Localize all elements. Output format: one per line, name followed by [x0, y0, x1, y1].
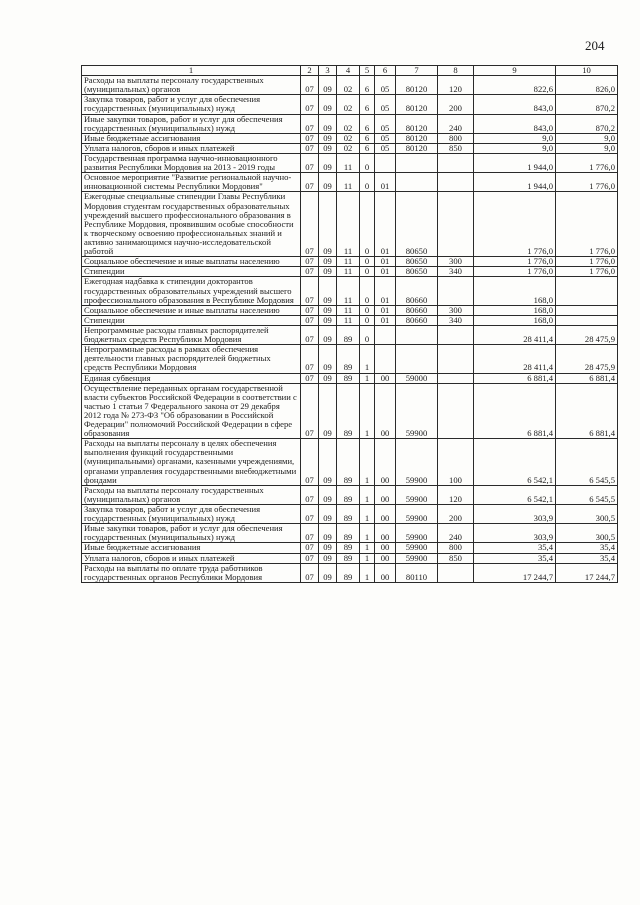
subprogram-cell: 0 [360, 315, 375, 325]
program-cell: 02 [337, 95, 360, 114]
program-cell: 89 [337, 325, 360, 344]
subprogram-cell: 0 [360, 267, 375, 277]
amount-2018-cell: 168,0 [474, 305, 556, 315]
table-row [82, 439, 618, 486]
event-cell: 05 [375, 114, 396, 133]
direction-cell [396, 345, 438, 373]
expense-type-cell: 200 [438, 505, 474, 524]
program-cell: 89 [337, 553, 360, 563]
event-cell: 01 [375, 267, 396, 277]
subsection-cell: 09 [319, 373, 337, 383]
program-cell: 89 [337, 524, 360, 543]
event-cell: 05 [375, 143, 396, 153]
amount-2019-cell: 6 881,4 [556, 373, 618, 383]
program-cell: 89 [337, 543, 360, 553]
program-cell: 89 [337, 345, 360, 373]
expense-type-cell: 120 [438, 485, 474, 504]
subsection-cell: 09 [319, 95, 337, 114]
row-name-cell: Иные бюджетные ассигнования [82, 543, 301, 553]
section-cell: 07 [301, 543, 319, 553]
amount-2018-cell: 1 776,0 [474, 257, 556, 267]
header-cell: 10 [556, 66, 618, 76]
subprogram-cell: 0 [360, 153, 375, 172]
program-cell: 02 [337, 114, 360, 133]
expense-type-cell: 300 [438, 305, 474, 315]
subprogram-cell: 6 [360, 114, 375, 133]
row-name-cell: Расходы на выплаты по оплате труда работников государственных органов Республики Мордовия [82, 563, 301, 582]
event-cell: 01 [375, 277, 396, 305]
expense-type-cell: 100 [438, 439, 474, 486]
expense-type-cell [438, 325, 474, 344]
subprogram-cell: 1 [360, 345, 375, 373]
amount-2019-cell: 1 776,0 [556, 173, 618, 192]
amount-2019-cell: 35,4 [556, 543, 618, 553]
event-cell: 01 [375, 192, 396, 257]
subprogram-cell: 1 [360, 543, 375, 553]
expense-type-cell: 300 [438, 257, 474, 267]
section-cell: 07 [301, 325, 319, 344]
section-cell: 07 [301, 173, 319, 192]
subprogram-cell: 0 [360, 277, 375, 305]
direction-cell: 80650 [396, 192, 438, 257]
header-cell: 1 [82, 66, 301, 76]
section-cell: 07 [301, 133, 319, 143]
subprogram-cell: 6 [360, 133, 375, 143]
expense-type-cell [438, 373, 474, 383]
section-cell: 07 [301, 524, 319, 543]
subsection-cell: 09 [319, 153, 337, 172]
table-row [82, 315, 618, 325]
section-cell: 07 [301, 95, 319, 114]
expense-type-cell [438, 563, 474, 582]
direction-cell: 59900 [396, 383, 438, 439]
row-name-cell: Уплата налогов, сборов и иных платежей [82, 553, 301, 563]
section-cell: 07 [301, 383, 319, 439]
program-cell: 11 [337, 277, 360, 305]
program-cell: 11 [337, 192, 360, 257]
subsection-cell: 09 [319, 485, 337, 504]
row-name-cell: Иные бюджетные ассигнования [82, 133, 301, 143]
subsection-cell: 09 [319, 325, 337, 344]
table-row [82, 173, 618, 192]
amount-2019-cell [556, 305, 618, 315]
table-row [82, 325, 618, 344]
direction-cell: 59900 [396, 505, 438, 524]
table-row [82, 543, 618, 553]
event-cell: 00 [375, 383, 396, 439]
amount-2018-cell: 1 944,0 [474, 173, 556, 192]
row-name-cell: Основное мероприятие "Развитие региональной научно-инновационной системы Республики Мордовия" [82, 173, 301, 192]
row-name-cell: Расходы на выплаты персоналу государственных (муниципальных) органов [82, 485, 301, 504]
row-name-cell: Закупка товаров, работ и услуг для обеспечения государственных (муниципальных) нужд [82, 505, 301, 524]
event-cell: 00 [375, 543, 396, 553]
direction-cell: 80120 [396, 143, 438, 153]
subprogram-cell: 1 [360, 505, 375, 524]
subprogram-cell: 0 [360, 325, 375, 344]
subprogram-cell: 1 [360, 439, 375, 486]
expense-type-cell: 340 [438, 315, 474, 325]
header-cell: 6 [375, 66, 396, 76]
amount-2019-cell: 28 475,9 [556, 325, 618, 344]
expense-type-cell [438, 192, 474, 257]
direction-cell: 59000 [396, 373, 438, 383]
header-cell: 2 [301, 66, 319, 76]
subsection-cell: 09 [319, 114, 337, 133]
event-cell: 00 [375, 373, 396, 383]
direction-cell: 59900 [396, 439, 438, 486]
program-cell: 89 [337, 383, 360, 439]
row-name-cell: Закупка товаров, работ и услуг для обеспечения государственных (муниципальных) нужд [82, 95, 301, 114]
event-cell: 01 [375, 257, 396, 267]
section-cell: 07 [301, 439, 319, 486]
subsection-cell: 09 [319, 76, 337, 95]
row-name-cell: Единая субвенция [82, 373, 301, 383]
amount-2018-cell: 822,6 [474, 76, 556, 95]
subsection-cell: 09 [319, 133, 337, 143]
expense-type-cell: 800 [438, 133, 474, 143]
subsection-cell: 09 [319, 553, 337, 563]
section-cell: 07 [301, 485, 319, 504]
subsection-cell: 09 [319, 192, 337, 257]
direction-cell: 80650 [396, 267, 438, 277]
table-row [82, 505, 618, 524]
expense-type-cell [438, 153, 474, 172]
amount-2018-cell: 6 881,4 [474, 373, 556, 383]
table-row [82, 383, 618, 439]
expense-type-cell: 340 [438, 267, 474, 277]
table-row [82, 373, 618, 383]
direction-cell: 59900 [396, 485, 438, 504]
subsection-cell: 09 [319, 524, 337, 543]
budget-table [81, 65, 618, 583]
program-cell: 89 [337, 563, 360, 582]
event-cell: 00 [375, 505, 396, 524]
subprogram-cell: 1 [360, 373, 375, 383]
event-cell: 00 [375, 524, 396, 543]
amount-2018-cell: 843,0 [474, 95, 556, 114]
direction-cell: 80660 [396, 277, 438, 305]
event-cell [375, 345, 396, 373]
section-cell: 07 [301, 345, 319, 373]
table-row [82, 267, 618, 277]
amount-2018-cell: 843,0 [474, 114, 556, 133]
subprogram-cell: 6 [360, 143, 375, 153]
subprogram-cell: 0 [360, 192, 375, 257]
event-cell: 00 [375, 485, 396, 504]
table-row [82, 563, 618, 582]
direction-cell: 80120 [396, 76, 438, 95]
direction-cell: 59900 [396, 543, 438, 553]
table-row [82, 553, 618, 563]
table-row [82, 524, 618, 543]
amount-2019-cell: 826,0 [556, 76, 618, 95]
subsection-cell: 09 [319, 267, 337, 277]
section-cell: 07 [301, 305, 319, 315]
row-name-cell: Социальное обеспечение и иные выплаты населению [82, 257, 301, 267]
section-cell: 07 [301, 257, 319, 267]
amount-2019-cell: 870,2 [556, 114, 618, 133]
subsection-cell: 09 [319, 563, 337, 582]
section-cell: 07 [301, 192, 319, 257]
program-cell: 11 [337, 315, 360, 325]
subsection-cell: 09 [319, 257, 337, 267]
program-cell: 89 [337, 485, 360, 504]
subprogram-cell: 1 [360, 383, 375, 439]
header-cell: 5 [360, 66, 375, 76]
amount-2018-cell: 9,0 [474, 143, 556, 153]
section-cell: 07 [301, 153, 319, 172]
subprogram-cell: 0 [360, 173, 375, 192]
section-cell: 07 [301, 373, 319, 383]
expense-type-cell [438, 173, 474, 192]
amount-2019-cell: 6 545,5 [556, 485, 618, 504]
subsection-cell: 09 [319, 383, 337, 439]
section-cell: 07 [301, 277, 319, 305]
amount-2019-cell: 1 776,0 [556, 267, 618, 277]
program-cell: 02 [337, 143, 360, 153]
header-cell: 7 [396, 66, 438, 76]
program-cell: 02 [337, 76, 360, 95]
expense-type-cell [438, 277, 474, 305]
subsection-cell: 09 [319, 143, 337, 153]
amount-2019-cell: 28 475,9 [556, 345, 618, 373]
direction-cell: 80660 [396, 305, 438, 315]
program-cell: 89 [337, 505, 360, 524]
expense-type-cell: 850 [438, 553, 474, 563]
row-name-cell: Осуществление переданных органам государственной власти субъектов Российской Федерации в соответствии с частью 1 статьи 7 Федерального закона от 29 декабря 2012 года № 273-ФЗ "Об образовании в Российской Федерации" полномочий Российской Федерации в сфере образования [82, 383, 301, 439]
table-row [82, 305, 618, 315]
event-cell [375, 153, 396, 172]
direction-cell [396, 153, 438, 172]
row-name-cell: Социальное обеспечение и иные выплаты населению [82, 305, 301, 315]
row-name-cell: Иные закупки товаров, работ и услуг для обеспечения государственных (муниципальных) нужд [82, 114, 301, 133]
amount-2018-cell: 35,4 [474, 553, 556, 563]
amount-2019-cell: 17 244,7 [556, 563, 618, 582]
row-name-cell: Государственная программа научно-инновационного развития Республики Мордовия на 2013 - 2019 годы [82, 153, 301, 172]
amount-2018-cell: 6 542,1 [474, 439, 556, 486]
program-cell: 11 [337, 257, 360, 267]
amount-2018-cell: 35,4 [474, 543, 556, 553]
direction-cell: 59900 [396, 553, 438, 563]
amount-2018-cell: 17 244,7 [474, 563, 556, 582]
direction-cell: 80120 [396, 114, 438, 133]
table-row [82, 76, 618, 95]
program-cell: 11 [337, 153, 360, 172]
event-cell: 01 [375, 315, 396, 325]
amount-2018-cell: 168,0 [474, 277, 556, 305]
row-name-cell: Расходы на выплаты персоналу в целях обеспечения выполнения функций государственными (муниципальными) органами, казенными учреждениями, органами управления государственными внебюджетными фондами [82, 439, 301, 486]
expense-type-cell: 120 [438, 76, 474, 95]
row-name-cell: Ежегодная надбавка к стипендии докторантов государственных образовательных учреждений высшего профессионального образования в Республике Мордовия [82, 277, 301, 305]
expense-type-cell: 240 [438, 114, 474, 133]
amount-2018-cell: 1 776,0 [474, 267, 556, 277]
amount-2018-cell: 6 542,1 [474, 485, 556, 504]
direction-cell [396, 325, 438, 344]
event-cell: 05 [375, 95, 396, 114]
amount-2018-cell: 1 944,0 [474, 153, 556, 172]
amount-2019-cell: 6 545,5 [556, 439, 618, 486]
section-cell: 07 [301, 114, 319, 133]
program-cell: 11 [337, 267, 360, 277]
subprogram-cell: 6 [360, 95, 375, 114]
section-cell: 07 [301, 553, 319, 563]
table-row [82, 345, 618, 373]
header-cell: 3 [319, 66, 337, 76]
event-cell [375, 325, 396, 344]
amount-2018-cell: 168,0 [474, 315, 556, 325]
program-cell: 11 [337, 305, 360, 315]
subsection-cell: 09 [319, 315, 337, 325]
subprogram-cell: 6 [360, 76, 375, 95]
amount-2019-cell: 9,0 [556, 143, 618, 153]
program-cell: 89 [337, 373, 360, 383]
direction-cell [396, 173, 438, 192]
table-row [82, 153, 618, 172]
event-cell: 05 [375, 133, 396, 143]
direction-cell: 59900 [396, 524, 438, 543]
subprogram-cell: 0 [360, 305, 375, 315]
row-name-cell: Ежегодные специальные стипендии Главы Республики Мордовия студентам государственных образовательных учреждений высшего профессионального образования в Республике Мордовия, проявившим особые способности к творческому освоению профессиональных знаний и активно занимающимся научно-исследовательской работой [82, 192, 301, 257]
amount-2019-cell: 870,2 [556, 95, 618, 114]
subsection-cell: 09 [319, 439, 337, 486]
amount-2018-cell: 303,9 [474, 505, 556, 524]
amount-2019-cell: 6 881,4 [556, 383, 618, 439]
subsection-cell: 09 [319, 543, 337, 553]
direction-cell: 80650 [396, 257, 438, 267]
row-name-cell: Стипендии [82, 315, 301, 325]
table-row [82, 143, 618, 153]
page-number: 204 [585, 38, 605, 53]
expense-type-cell: 800 [438, 543, 474, 553]
amount-2018-cell: 9,0 [474, 133, 556, 143]
event-cell: 00 [375, 563, 396, 582]
header-row [82, 66, 618, 76]
table-row [82, 277, 618, 305]
row-name-cell: Стипендии [82, 267, 301, 277]
amount-2019-cell: 1 776,0 [556, 257, 618, 267]
section-cell: 07 [301, 563, 319, 582]
table-row [82, 133, 618, 143]
amount-2019-cell: 300,5 [556, 524, 618, 543]
program-cell: 89 [337, 439, 360, 486]
amount-2019-cell: 1 776,0 [556, 192, 618, 257]
subsection-cell: 09 [319, 345, 337, 373]
subsection-cell: 09 [319, 173, 337, 192]
program-cell: 11 [337, 173, 360, 192]
event-cell: 00 [375, 439, 396, 486]
table-row [82, 114, 618, 133]
event-cell: 01 [375, 173, 396, 192]
section-cell: 07 [301, 505, 319, 524]
row-name-cell: Непрограммные расходы в рамках обеспечения деятельности главных распорядителей бюджетных средств Республики Мордовия [82, 345, 301, 373]
subsection-cell: 09 [319, 305, 337, 315]
table-row [82, 485, 618, 504]
table-row [82, 192, 618, 257]
amount-2019-cell [556, 315, 618, 325]
subsection-cell: 09 [319, 277, 337, 305]
subprogram-cell: 1 [360, 553, 375, 563]
table-row [82, 95, 618, 114]
expense-type-cell: 200 [438, 95, 474, 114]
direction-cell: 80120 [396, 95, 438, 114]
direction-cell: 80110 [396, 563, 438, 582]
subprogram-cell: 1 [360, 563, 375, 582]
amount-2018-cell: 28 411,4 [474, 345, 556, 373]
direction-cell: 80120 [396, 133, 438, 143]
amount-2019-cell: 300,5 [556, 505, 618, 524]
section-cell: 07 [301, 267, 319, 277]
table-row [82, 257, 618, 267]
amount-2018-cell: 1 776,0 [474, 192, 556, 257]
header-cell: 9 [474, 66, 556, 76]
subsection-cell: 09 [319, 505, 337, 524]
subprogram-cell: 0 [360, 257, 375, 267]
expense-type-cell: 850 [438, 143, 474, 153]
section-cell: 07 [301, 315, 319, 325]
header-cell: 8 [438, 66, 474, 76]
amount-2019-cell: 35,4 [556, 553, 618, 563]
expense-type-cell [438, 383, 474, 439]
amount-2018-cell: 303,9 [474, 524, 556, 543]
program-cell: 02 [337, 133, 360, 143]
header-cell: 4 [337, 66, 360, 76]
row-name-cell: Расходы на выплаты персоналу государственных (муниципальных) органов [82, 76, 301, 95]
section-cell: 07 [301, 76, 319, 95]
row-name-cell: Иные закупки товаров, работ и услуг для обеспечения государственных (муниципальных) нужд [82, 524, 301, 543]
amount-2019-cell: 1 776,0 [556, 153, 618, 172]
event-cell: 01 [375, 305, 396, 315]
row-name-cell: Уплата налогов, сборов и иных платежей [82, 143, 301, 153]
section-cell: 07 [301, 143, 319, 153]
amount-2019-cell [556, 277, 618, 305]
subprogram-cell: 1 [360, 524, 375, 543]
expense-type-cell [438, 345, 474, 373]
subprogram-cell: 1 [360, 485, 375, 504]
direction-cell: 80660 [396, 315, 438, 325]
amount-2019-cell: 9,0 [556, 133, 618, 143]
amount-2018-cell: 6 881,4 [474, 383, 556, 439]
amount-2018-cell: 28 411,4 [474, 325, 556, 344]
event-cell: 00 [375, 553, 396, 563]
row-name-cell: Непрограммные расходы главных распорядителей бюджетных средств Республики Мордовия [82, 325, 301, 344]
event-cell: 05 [375, 76, 396, 95]
expense-type-cell: 240 [438, 524, 474, 543]
